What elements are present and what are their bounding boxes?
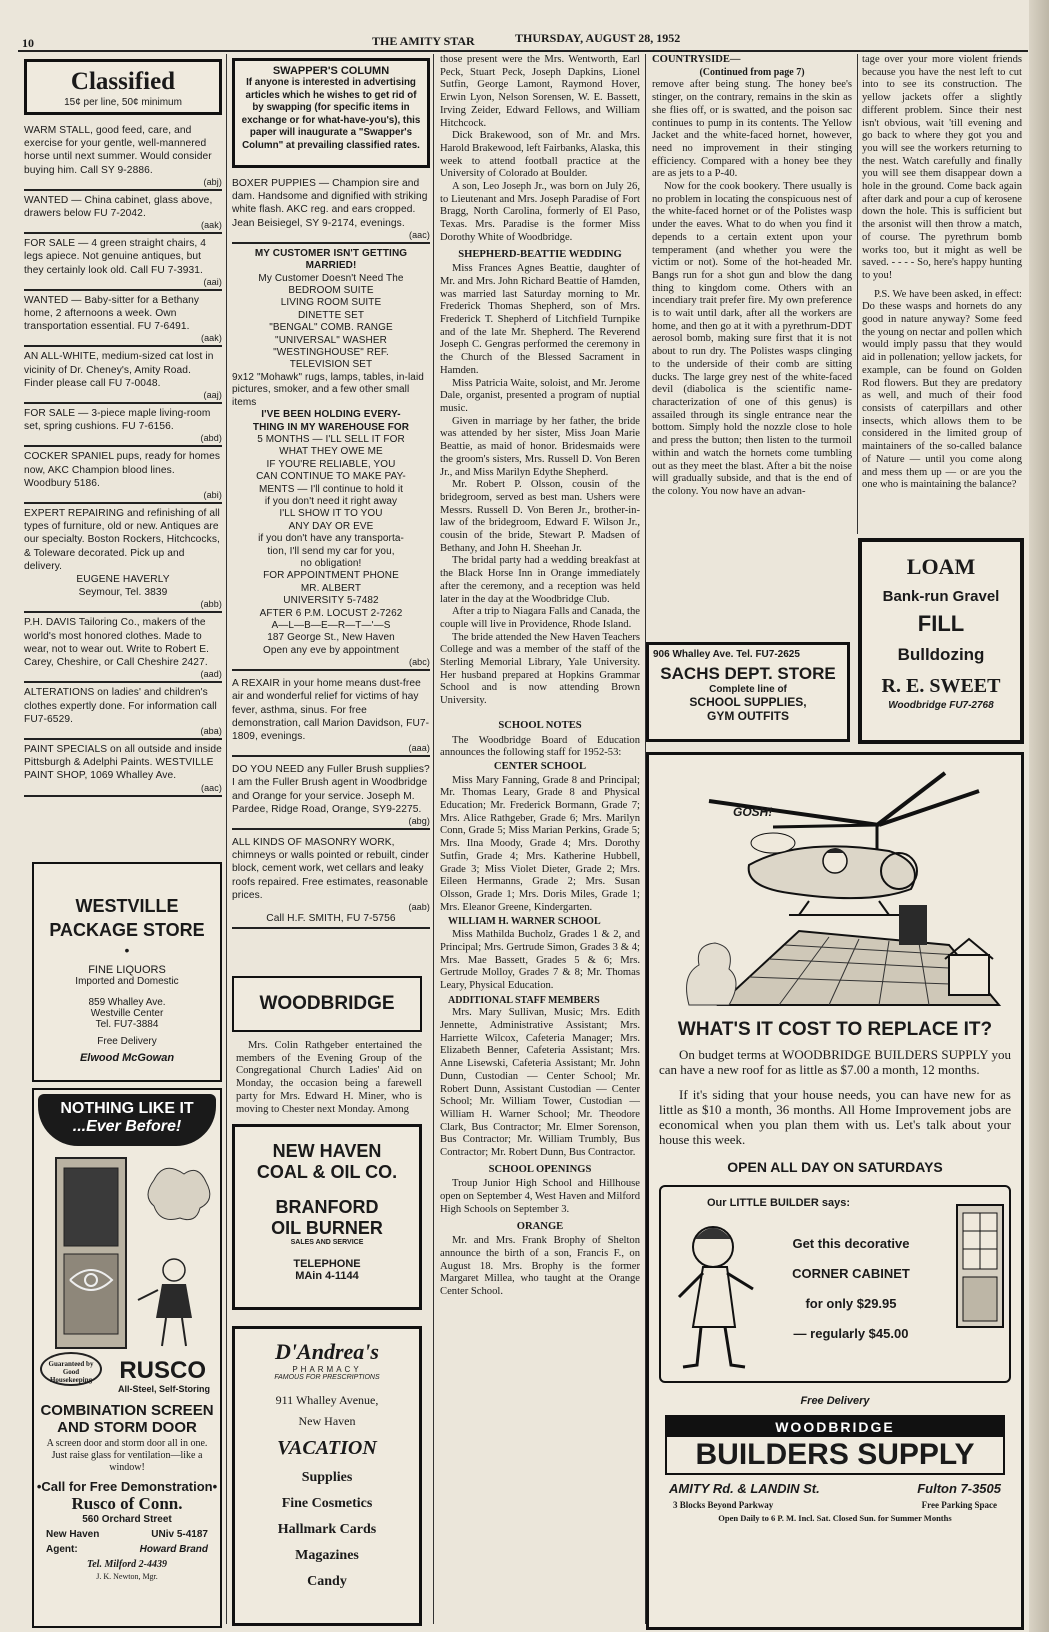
builders-phone: Fulton 7-3505 bbox=[917, 1481, 1001, 1496]
fuller-text: DO YOU NEED any Fuller Brush supplies? I am the Fuller Brush agent in Woodbridge and Orange for your service. Joseph M. Pardee, Ridge Road, Orange, SY9-2275. bbox=[232, 764, 430, 815]
dandrea-tag: FAMOUS FOR PRESCRIPTIONS bbox=[274, 1374, 380, 1381]
westville-line8: Free Delivery bbox=[97, 1036, 157, 1047]
rusco-banner-line2: ...Ever Before! bbox=[72, 1118, 182, 1135]
builders-free-delivery: Free Delivery bbox=[800, 1395, 870, 1407]
classified-text: WARM STALL, good feed, care, and exercise for your gentle, well-mannered horse until next summer. Would consider buying him. Call SY 9-2886. bbox=[24, 125, 212, 176]
builders-logo bbox=[665, 1415, 1005, 1475]
westville-line2: PACKAGE STORE bbox=[49, 920, 205, 940]
dandrea-address: 911 Whalley Avenue, bbox=[275, 1393, 379, 1407]
customer-line: IF YOU'RE RELIABLE, YOU bbox=[266, 458, 396, 470]
classified-list bbox=[24, 121, 222, 797]
news-paragraph: Miss Mathilda Bucholz, Grades 1 & 2, and Principal; Mrs. Gertrude Simon, Grades 3 & 4; Mrs. Mae Bassett, Grades 5 & 6; Mrs. Gertrude Molloy, Grades 7 & 8; Mr. Thomas Leary, Physical Education. bbox=[440, 929, 640, 991]
customer-line: A—L—B—E—R—T—'—S bbox=[271, 620, 391, 631]
offer-line4: — regularly $45.00 bbox=[793, 1326, 909, 1341]
news-paragraph: After a trip to Niagara Falls and Canada, the couple will live in Providence, Rhode Island. bbox=[440, 606, 640, 630]
classified-code: (aai) bbox=[203, 276, 222, 287]
classified-text: P.H. DAVIS Tailoring Co., makers of the world's most honored clothes. Made to wear, not to wear out. Write to Robert E. Carey, Cheshire, or Call Cheshire 2427. bbox=[24, 617, 210, 669]
center-school-heading: CENTER SCHOOL bbox=[493, 760, 587, 772]
news-paragraph: remove after being stung. The honey bee's stinger, on the contrary, remains in the skin as she flies off, or is swatted, and the poison sac continues to pump in its contents. The Yellow Jacket and the white-faced hornet, however, need no improvement in their stinging efficiency. Compared with a honey bee they are as jets to a P-40. bbox=[652, 79, 852, 180]
classified-item bbox=[24, 683, 222, 740]
issue-date: THURSDAY, AUGUST 28, 1952 bbox=[515, 31, 681, 45]
rusco-ad bbox=[32, 1088, 222, 1628]
classified-rate: 15¢ per line, 50¢ minimum bbox=[64, 97, 182, 108]
little-builder-box bbox=[659, 1185, 1011, 1383]
boxer-text: BOXER PUPPIES — Champion sire and dam. Handsome and dignified with striking white flash. AKC reg. and ears cropped. Jean Beisiegel, SY 9-2174, evenings. bbox=[232, 178, 428, 229]
coal-line7: MAin 4-1144 bbox=[295, 1270, 359, 1282]
news-paragraph: The bride attended the New Haven Teachers College and was a member of the staff of the Sterling Memorial Library, Yale University. Her husband prepared at Hopkins Grammar School and is now attending Brown University. bbox=[440, 631, 640, 707]
news-paragraph: A son, Leo Joseph Jr., was born on July 26, to Lieutenant and Mrs. Joseph Paradise of Fort Bragg, North Carolina, formerly of El Paso, Texas. Mrs. Paradise is the former Miss Dorothy White of Woodbridge. bbox=[440, 181, 640, 243]
rusco-banner bbox=[38, 1094, 216, 1146]
classified-item bbox=[24, 234, 222, 291]
builders-address: AMITY Rd. & LANDIN St. bbox=[669, 1481, 820, 1496]
news-paragraph: tage over your more violent friends because you have the nest left to cut into to see its construction. The yellow jackets offer a slightly different problem. Since their nest isn't obvious, wait 'till evening and go back to where they got you and you will see the workers returning to the nest. Watch carefully and finally you will see them disappear down a hole in the ground. Come back again after dark and pour a cup of kerosene down the hole. This is sufficient but the arsonist will then throw a match, of course. The pyrethrum bomb works too, but it might as well be saved. - - - - So, here's happy hunting to you! bbox=[862, 54, 1022, 281]
coal-line3: BRANFORD bbox=[275, 1197, 379, 1217]
loam-line2: Bank-run Gravel bbox=[882, 588, 1000, 605]
rusco-city-row bbox=[34, 1525, 220, 1540]
builders-footer3: Open Daily to 6 P. M. Incl. Sat. Closed Sun. for Summer Months bbox=[718, 1513, 952, 1523]
classified-text: FOR SALE — 4 green straight chairs, 4 legs apiece. Not genuine antiques, but they certainly look old. Call FU 7-3931. bbox=[24, 238, 207, 276]
news-paragraph: Dick Brakewood, son of Mr. and Mrs. Harold Brakewood, left Fairbanks, Alaska, this week to attend football practice at the University of Colorado at Boulder. bbox=[440, 130, 640, 180]
rusco-tagline: All-Steel, Self-Storing bbox=[117, 1384, 210, 1394]
classified-code: (aaj) bbox=[203, 390, 222, 401]
customer-lines bbox=[232, 248, 430, 372]
good-housekeeping-seal: Guaranteed by Good Housekeeping bbox=[40, 1352, 102, 1386]
customer-line: I'LL SHOW IT TO YOU bbox=[279, 508, 383, 520]
classified-item bbox=[24, 121, 222, 191]
countryside-heading: COUNTRYSIDE— bbox=[652, 54, 741, 65]
news-paragraph: Mr. Robert P. Olsson, cousin of the bridegroom, served as best man. Ushers were Messrs. Russell D. Von Beren Jr., brother-in-law of the bridegroom, Edward F. Wilson Jr., cousin of the bride, Stewart P. Madsen of Bethany, and John H. Sheehan Jr. bbox=[440, 479, 640, 554]
page-edge bbox=[1029, 0, 1049, 1632]
builders-open: OPEN ALL DAY ON SATURDAYS bbox=[727, 1159, 943, 1175]
news-paragraph: Troup Junior High School and Hillhouse open on September 4, West Haven and Milford High Schools on September 3. bbox=[440, 1178, 640, 1215]
masonry-code: (aab) bbox=[408, 902, 430, 913]
loam-line5: R. E. SWEET bbox=[881, 675, 1001, 697]
classified-item bbox=[24, 347, 222, 404]
news-paragraph: Mrs. Mary Sullivan, Music; Mrs. Edith Jennette, Administrative Assistant; Mrs. Harriette Wilcox, Cafeteria Manager; Mrs. Elizabeth Benner, Cafeteria Assistant; Mrs. Anne Lisewski, Cafeteria Assistant; Mr. John Dunn, Custodian — Center School; Mr. Robert Dunn, Assistant Custodian — Center School; Mr. William Tower, Custodian — William H. Warner School; Mr. Theodore Clark, Bus Contractor; Mr. Elmer Sorenson, Bus Contractor; Mr. William Trumbly, Bus Contractor; Mr. Robert Dunn, Bus Contractor. bbox=[440, 1007, 640, 1159]
classified-text: WANTED — China cabinet, glass above, drawers below FU 7-2042. bbox=[24, 194, 213, 220]
classified-signature: EUGENE HAVERLY bbox=[76, 574, 170, 586]
loam-line4: Bulldozing bbox=[897, 645, 985, 664]
builders-footer1: 3 Blocks Beyond Parkway bbox=[673, 1500, 774, 1510]
fuller-code: (abg) bbox=[408, 816, 430, 827]
dandrea-name: D'Andrea's bbox=[275, 1339, 379, 1364]
customer-para: 9x12 "Mohawk" rugs, lamps, tables, in-laid pictures, smoker, and a few other small items bbox=[232, 371, 424, 408]
customer-line: MY CUSTOMER ISN'T GETTING bbox=[254, 247, 408, 259]
helicopter-roof-illustration bbox=[649, 755, 1021, 1017]
builders-headline: WHAT'S IT COST TO REPLACE IT? bbox=[677, 1019, 993, 1040]
sachs-name: SACHS DEPT. STORE bbox=[660, 664, 836, 683]
builders-footer2: Free Parking Space bbox=[921, 1500, 997, 1510]
openings-heading: SCHOOL OPENINGS bbox=[488, 1163, 592, 1175]
classified-text: FOR SALE — 3-piece maple living-room set, spring cushions. FU 7-6156. bbox=[24, 408, 211, 433]
customer-line: THING IN MY WAREHOUSE FOR bbox=[252, 421, 410, 433]
news-paragraph: P.S. We have been asked, in effect: Do these wasps and hornets do any good in nature anyway? Some feed the young on nectar and pollen which would imply passu that they would aid in pollenation; yellow jackets, for example, can be found on Golden Rod flowers. But they are predatory as well, and much of their food consists of caterpillars and other insects, which allows them to be considered in the limited group of maintainers of the so-called balance of Nature — until you come along and mess them up — or are you the one who is maintaining the balance? bbox=[862, 288, 1022, 491]
customer-line: I'VE BEEN HOLDING EVERY- bbox=[261, 409, 401, 421]
rusco-agent-label: Agent: bbox=[46, 1544, 78, 1555]
dandrea-vacation: VACATION bbox=[277, 1437, 377, 1459]
news-paragraph: Given in marriage by her father, the bride was attended by her sister, Miss Joan Marie Beattie, as maid of honor. Bridesmaids were the groom's sisters, Mrs. Russell D. Von Beren Jr., and Miss Marilyn Edythe Shepherd. bbox=[440, 415, 640, 478]
classified-text: EXPERT REPAIRING and refinishing of all types of furniture, old or new. Antiques are our specialty. Boston Rockers, Hitchcocks, & Toleware decorated. Pick up and delivery. bbox=[24, 508, 220, 572]
customer-line: MR. ALBERT bbox=[300, 582, 362, 594]
westville-ad bbox=[32, 862, 222, 1082]
classified-column bbox=[24, 54, 222, 1629]
builders-logo-line2: BUILDERS SUPPLY bbox=[695, 1438, 975, 1471]
swapper-title: SWAPPER'S COLUMN bbox=[272, 65, 390, 77]
corner-cabinet-icon bbox=[953, 1201, 1007, 1331]
column-divider bbox=[433, 54, 434, 1624]
rusco-city: New Haven bbox=[46, 1529, 100, 1540]
customer-line: BEDROOM SUITE bbox=[288, 285, 374, 297]
classified-code: (aba) bbox=[200, 725, 222, 736]
customer-line: UNIVERSITY 5-7482 bbox=[283, 595, 379, 607]
customer-code: (abc) bbox=[408, 657, 430, 668]
rusco-brand: RUSCO bbox=[119, 1357, 206, 1384]
customer-line: My Customer Doesn't Need The bbox=[258, 272, 404, 284]
rusco-company: Rusco of Conn. bbox=[71, 1494, 183, 1513]
boxer-ad bbox=[232, 174, 430, 244]
dandrea-item: Candy bbox=[307, 1574, 347, 1589]
little-builder-offer bbox=[761, 1229, 941, 1349]
news-paragraph: Now for the cook bookery. There usually is no problem in locating the conspicuous nest of the white-faced hornet or of the Polistes wasp under the eaves. What to do when you find it depends to a certain extent upon your temperament (and whether you were the victim or not). Some of the hot-headed Mr. Bangs run for a shot gun and blow the dang thing to kingdom come. Others with an incendiary trait prefer fire. My own preference is to wait until dark, after all the workers are home, and then go at it with a pyrethrum-DDT aerosol bomb, making sure first that it is not about to run dry. The Polistes wasps clinging to the underside of their comb are sitting ducks. The large grey nest of the white-faced devil (diabolica is the scientific name-characterization of one of this genus) is assailed through its single entrance near the bottom. Simply hold the nozzle close to hole and press the button; then listen to the turmoil within and watch the hornets come tumbling out as they meet the blast. After a bit the noise will gradually subside, and that is the end of the colony. You now have an advan- bbox=[652, 181, 852, 497]
paper-name: THE AMITY STAR bbox=[372, 34, 475, 48]
classified-item bbox=[24, 404, 222, 447]
school-notes-heading: SCHOOL NOTES bbox=[498, 719, 582, 731]
westville-line4: Imported and Domestic bbox=[75, 976, 179, 987]
customer-line: TELEVISION SET bbox=[289, 359, 373, 371]
rusco-tel: Tel. Milford 2-4439 bbox=[87, 1559, 167, 1570]
classified-text: WANTED — Baby-sitter for a Bethany home, 2 afternoons a week. Own transportation essential. FU 7-6491. bbox=[24, 294, 200, 333]
customer-line: if you don't need it right away bbox=[264, 495, 398, 507]
customer-line: 187 George St., New Haven bbox=[267, 632, 395, 644]
classified-text: AN ALL-WHITE, medium-sized cat lost in vicinity of Dr. Cheney's, Amity Road. Finder please call FU 7-0048. bbox=[24, 351, 214, 389]
rusco-headline1: COMBINATION SCREEN bbox=[40, 1402, 214, 1419]
column-divider bbox=[226, 54, 227, 1624]
sachs-line3: GYM OUTFITS bbox=[707, 709, 789, 723]
customer-line: AFTER 6 P.M. LOCUST 2-7262 bbox=[259, 607, 403, 619]
customer-line: if you don't have any transporta- bbox=[258, 533, 404, 545]
westville-line3: FINE LIQUORS bbox=[88, 964, 166, 976]
swapper-column bbox=[232, 54, 430, 1629]
rusco-body: A screen door and storm door all in one. Just raise glass for ventilation—like a window! bbox=[46, 1438, 208, 1473]
coal-line5: SALES AND SERVICE bbox=[290, 1239, 364, 1246]
classified-code: (aac) bbox=[200, 782, 222, 793]
woodbridge-heading: WOODBRIDGE bbox=[232, 976, 422, 1032]
customer-line: "WESTINGHOUSE" REF. bbox=[273, 347, 389, 359]
classified-text: COCKER SPANIEL pups, ready for homes now, AKC Champion blood lines. Woodbury 5186. bbox=[24, 451, 221, 489]
westville-line1: WESTVILLE bbox=[75, 896, 179, 916]
customer-line: MARRIED! bbox=[305, 260, 357, 272]
classified-signature-line: Seymour, Tel. 3839 bbox=[78, 587, 168, 599]
customer-line: WHAT THEY OWE ME bbox=[279, 446, 383, 458]
rexair-text: A REXAIR in your home means dust-free air and wonderful relief for victims of hay fever, asthma, sinus. For free demonstration, call Marion Davidson, FU7-1809, evenings. bbox=[232, 678, 430, 743]
little-builder-icon bbox=[673, 1217, 763, 1377]
classified-item bbox=[24, 740, 222, 797]
masonry-ad bbox=[232, 833, 430, 929]
top-rule bbox=[18, 50, 1028, 52]
coal-line1: NEW HAVEN bbox=[272, 1141, 382, 1161]
news-column-3 bbox=[440, 54, 640, 1629]
rusco-agent: Howard Brand bbox=[139, 1544, 208, 1555]
sachs-address: 906 Whalley Ave. Tel. FU7-2625 bbox=[653, 649, 800, 660]
classified-header bbox=[24, 59, 222, 115]
bullet-icon: • bbox=[124, 942, 130, 958]
customer-line: Open any eve by appointment bbox=[262, 644, 400, 656]
classified-code: (aak) bbox=[200, 333, 222, 344]
customer-line: "UNIVERSAL" WASHER bbox=[275, 334, 387, 346]
classified-item bbox=[24, 191, 222, 234]
continued-note: (Continued from page 7) bbox=[699, 66, 805, 78]
swapper-box bbox=[232, 58, 430, 168]
sachs-line2: SCHOOL SUPPLIES, bbox=[689, 695, 807, 709]
woodbridge-news bbox=[236, 1040, 422, 1116]
classified-code: (abi) bbox=[203, 490, 222, 501]
dandrea-item: Fine Cosmetics bbox=[281, 1496, 373, 1511]
news-paragraph: Miss Frances Agnes Beattie, daughter of Mr. and Mrs. John Richard Beattie of Hamden, was married last Saturday morning to Mr. Frederick Thomas Shepherd, son of Mrs. Frederick T. Shepherd of Litchfield Turnpike and of the late Mr. Shepherd. The Reverend Joseph C. Gengras performed the ceremony in the Church of the Blessed Sacrament in Hamden. bbox=[440, 263, 640, 376]
orange-heading: ORANGE bbox=[516, 1220, 564, 1232]
news-paragraph: Mr. and Mrs. Frank Brophy of Shelton announce the birth of a son, Francis F., on August 18. Mrs. Brophy is the former Margaret Millea, who taught at the Orange Center School. bbox=[440, 1235, 640, 1298]
rexair-code: (aaa) bbox=[408, 743, 430, 754]
offer-line2: CORNER CABINET bbox=[792, 1266, 910, 1281]
staff-heading: ADDITIONAL STAFF MEMBERS bbox=[448, 994, 600, 1006]
rusco-banner-line1: NOTHING LIKE IT bbox=[60, 1100, 194, 1117]
rusco-address: 560 Orchard Street bbox=[82, 1514, 172, 1525]
westville-line5: 859 Whalley Ave. bbox=[88, 997, 166, 1008]
customer-line: ANY DAY OR EVE bbox=[288, 520, 374, 532]
loam-line6: Woodbridge FU7-2768 bbox=[888, 700, 994, 711]
classified-code: (abd) bbox=[200, 433, 222, 444]
classified-code: (abj) bbox=[203, 176, 222, 187]
classified-text: PAINT SPECIALS on all outside and inside Pittsburgh & Adelphi Paints. WESTVILLE PAINT SHOP, 1069 Whalley Ave. bbox=[24, 743, 222, 782]
news-paragraph: Miss Patricia Waite, soloist, and Mr. Jerome Dale, organist, presented a program of nuptial music. bbox=[440, 377, 640, 414]
builders-address-row bbox=[649, 1475, 1021, 1496]
rusco-manager: J. K. Newton, Mgr. bbox=[96, 1572, 158, 1581]
westville-line6: Westville Center bbox=[90, 1008, 164, 1019]
customer-ad bbox=[232, 248, 430, 671]
classified-item bbox=[24, 447, 222, 504]
dandrea-ad bbox=[232, 1326, 422, 1626]
loam-ad bbox=[858, 538, 1024, 744]
rexair-ad bbox=[232, 674, 430, 757]
customer-line: LIVING ROOM SUITE bbox=[280, 297, 382, 309]
builders-footer-row bbox=[649, 1496, 1021, 1510]
swapper-body: If anyone is interested in advertising articles which he wishes to get rid of by swapping (for specific items in exchange or for what-have-you's), this paper will inaugurate a "Swapper's Column" at prevailing classified rates. bbox=[241, 77, 421, 151]
customer-line: CAN CONTINUE TO MAKE PAY- bbox=[256, 471, 406, 483]
builders-logo-line1: WOODBRIDGE bbox=[667, 1417, 1003, 1437]
news-paragraph: The Woodbridge Board of Education announces the following staff for 1952-53: bbox=[440, 734, 640, 759]
coal-line2: COAL & OIL CO. bbox=[256, 1162, 398, 1182]
customer-lines-more bbox=[232, 409, 430, 657]
classified-code: (aak) bbox=[200, 220, 222, 231]
builders-para2: If it's siding that your house needs, you can have new for as little as $10 a month, 36 months. All Home Improvement jobs are economical when you plan them with us. Let's talk about your house this week. bbox=[659, 1087, 1011, 1147]
column-divider bbox=[857, 54, 858, 534]
woodbridge-body: Mrs. Colin Rathgeber entertained the members of the Evening Group of the Congregational Church Ladies' Aid on Monday, the occasion being a farewell party for Mrs. Edward H. Miner, who is moving to Chester next Monday. Among bbox=[236, 1040, 422, 1115]
rusco-agent-row bbox=[34, 1540, 220, 1555]
masonry-text: ALL KINDS OF MASONRY WORK, chimneys or walls pointed or rebuilt, cinder block, cement work, wet cellars and leaky roofs repaired. Free estimates, reasonable prices. bbox=[232, 837, 429, 901]
classified-code: (abb) bbox=[200, 599, 222, 610]
classified-item bbox=[24, 291, 222, 348]
classified-title: Classified bbox=[70, 68, 176, 95]
page-number: 10 bbox=[22, 36, 34, 50]
customer-line: 5 MONTHS — I'LL SELL IT FOR bbox=[257, 433, 405, 445]
classified-item bbox=[24, 613, 222, 683]
boxer-code: (aac) bbox=[408, 229, 430, 240]
gosh-bubble: GOSH! bbox=[733, 805, 773, 819]
countryside-column bbox=[652, 54, 852, 634]
customer-line: tion, I'll send my car for you, bbox=[267, 545, 395, 557]
little-builder-says: Our LITTLE BUILDER says: bbox=[707, 1197, 851, 1209]
classified-item bbox=[24, 504, 222, 613]
customer-line: "BENGAL" COMB. RANGE bbox=[269, 322, 393, 334]
customer-line: FOR APPOINTMENT PHONE bbox=[263, 570, 399, 582]
wedding-heading: SHEPHERD-BEATTIE WEDDING bbox=[458, 248, 622, 260]
news-paragraph: The bridal party had a wedding breakfast at the Black Horse Inn in Orange immediately after the ceremony, and a reception was held later in the day at the Woodbridge Club. bbox=[440, 555, 640, 605]
coal-ad bbox=[232, 1124, 422, 1310]
loam-line3: FILL bbox=[917, 611, 965, 636]
rusco-cta: •Call for Free Demonstration• bbox=[36, 1479, 218, 1494]
dandrea-items bbox=[235, 1470, 419, 1590]
rusco-phone: UNiv 5-4187 bbox=[151, 1529, 208, 1540]
loam-line1: LOAM bbox=[906, 554, 976, 579]
masonry-signature: Call H.F. SMITH, FU 7-5756 bbox=[266, 913, 396, 925]
dandrea-item: Supplies bbox=[301, 1470, 353, 1485]
westville-line7: Tel. FU7-3884 bbox=[95, 1019, 159, 1030]
builders-supply-ad bbox=[646, 752, 1024, 1630]
news-paragraph: Miss Mary Fanning, Grade 8 and Principal; Mr. Thomas Leary, Grade 8 and Physical Education; Mr. Frederick Bormann, Grade 7; Mrs. Alice Rathgeber, Grade 6; Mrs. Marilyn Conn, Grade 5; Miss Marian Perkins, Grade 5; Mrs. Ilna Moody, Grade 4; Mrs. Dorothy Sutfin, Grade 4; Mrs. Katherine Hubbell, Grade 3; Miss Violet Dieter, Grade 2; Mrs. Eileen Hermanns, Grade 2; Mrs. Susan Olsson, Grade 1; Mrs. Doris Miles, Grade 1; Mrs. Eleanor Greene, Kindergarten. bbox=[440, 774, 640, 913]
dandrea-sub: PHARMACY bbox=[292, 1365, 362, 1374]
fuller-ad bbox=[232, 760, 430, 830]
rusco-door-illustration bbox=[34, 1150, 220, 1360]
rusco-headline2: AND STORM DOOR bbox=[57, 1419, 197, 1436]
builders-para1: On budget terms at WOODBRIDGE BUILDERS SUPPLY you can have a new roof for as little as $7.00 a month, 12 months. bbox=[659, 1047, 1011, 1077]
offer-line3: for only $29.95 bbox=[805, 1296, 897, 1311]
countryside-continued bbox=[862, 54, 1022, 529]
news-paragraph: those present were the Mrs. Wentworth, Earl Peck, Stuart Peck, Joseph Dapkins, Lionel Sutfin, George Lamont, Raymond Hover, Erwin Lyon, Nelson Sorensen, W. E. Bassett, Irving Zeider, Edward Fellows, and William Hitchcock. bbox=[440, 54, 640, 129]
dandrea-item: Magazines bbox=[295, 1548, 359, 1563]
dandrea-city: New Haven bbox=[298, 1414, 356, 1428]
classified-code: (aad) bbox=[200, 669, 222, 680]
coal-line4: OIL BURNER bbox=[271, 1218, 383, 1238]
warner-school-heading: WILLIAM H. WARNER SCHOOL bbox=[448, 916, 601, 928]
masthead bbox=[0, 28, 1020, 50]
customer-line: DINETTE SET bbox=[297, 309, 365, 321]
customer-line: MENTS — I'll continue to hold it bbox=[258, 483, 404, 495]
classified-text: ALTERATIONS on ladies' and children's clothes expertly done. For information call FU7-6529. bbox=[24, 687, 217, 725]
westville-line9: Elwood McGowan bbox=[79, 1052, 175, 1064]
offer-line1: Get this decorative bbox=[792, 1236, 910, 1251]
sachs-line1: Complete line of bbox=[709, 684, 787, 695]
sachs-ad bbox=[646, 642, 850, 742]
dandrea-item: Hallmark Cards bbox=[277, 1522, 377, 1537]
customer-line: no obligation! bbox=[300, 557, 362, 569]
coal-line6: TELEPHONE bbox=[293, 1258, 361, 1270]
